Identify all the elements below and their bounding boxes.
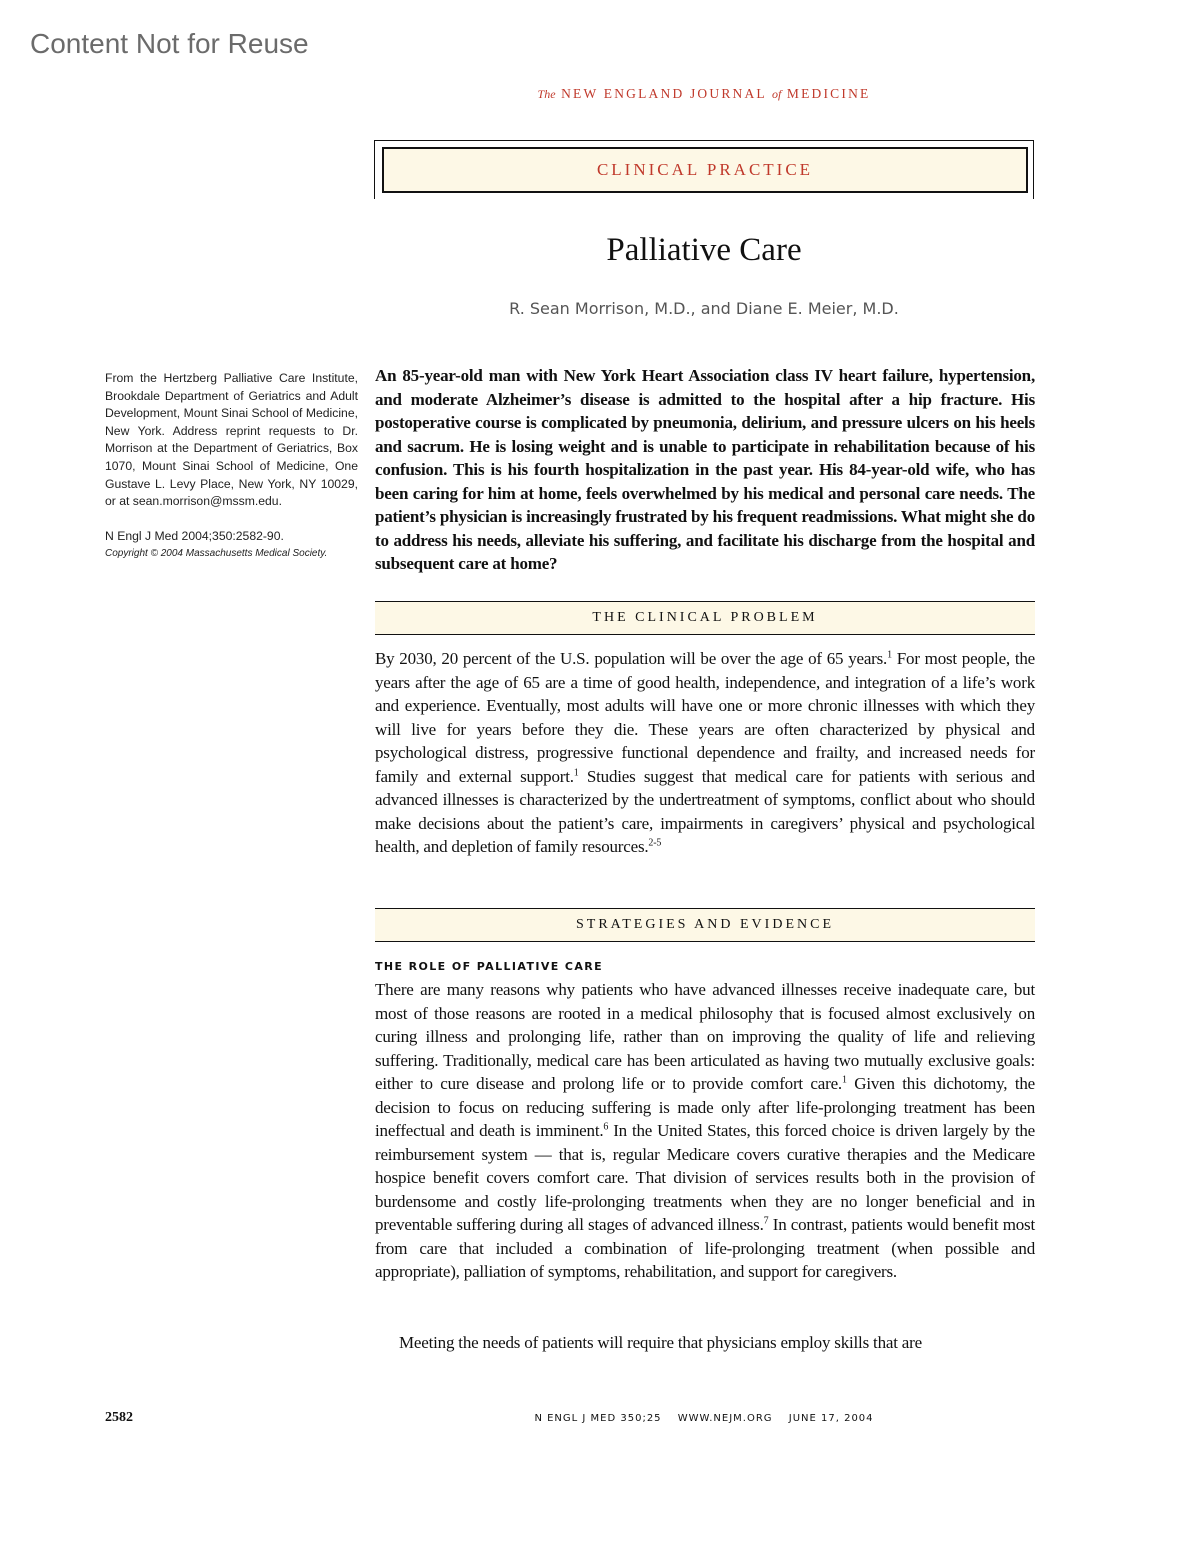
- clinical-problem-paragraph: [375, 647, 1035, 859]
- section-heading-text: THE CLINICAL PROBLEM: [592, 610, 818, 625]
- text-run: Studies suggest that medical care for patients with serious and advanced illnesses is characterized by the undertreatment of symptoms, conflict about who should make decisions about the patient’s care, impairments in caregivers’ physical and psychological health, and depletion of family resources.: [375, 766, 1035, 856]
- page-footer: [374, 1413, 1034, 1424]
- author-affiliation: From the Hertzberg Palliative Care Institute, Brookdale Department of Geriatrics and Adult Development, Mount Sinai School of Medicine, New York. Address reprint requests to Dr. Morrison at the Department of Geriatrics, Box 1070, Mount Sinai School of Medicine, One Gustave L. Levy Place, New York, NY 10029, or at sean.morrison@mssm.edu.: [105, 371, 358, 509]
- reference-marker: 1: [573, 766, 579, 778]
- article-authors: R. Sean Morrison, M.D., and Diane E. Meier, M.D.: [509, 299, 899, 318]
- section-heading-clinical-problem: [375, 601, 1035, 635]
- text-run: In the United States, this forced choice is driven largely by the reimbursement system — that is, regular Medicare covers curative therapies and the Medicare hospice benefit covers comfort care. That division of services results both in the provision of burdensome and costly life-prolonging treatments when they are no longer beneficial and in preventable suffering during all stages of advanced illness.: [375, 1121, 1035, 1234]
- text-run: Given this dichotomy, the decision to focus on reducing suffering is made only after life-prolonging treatment has been ineffectual and death is imminent.: [375, 1074, 1035, 1140]
- article-title: Palliative Care: [606, 232, 802, 268]
- page-number: 2582: [105, 1410, 133, 1425]
- sidebar: [105, 370, 358, 563]
- section-label: CLINICAL PRACTICE: [596, 160, 814, 179]
- watermark: Content Not for Reuse: [30, 28, 309, 59]
- reference-marker: 2-5: [648, 837, 662, 849]
- footer-website: WWW.NEJM.ORG: [677, 1413, 773, 1424]
- section-label-box: [382, 147, 1028, 193]
- section-heading-strategies: [375, 908, 1035, 942]
- journal-header-medicine: MEDICINE: [786, 86, 871, 101]
- journal-header: [480, 86, 928, 102]
- copyright-notice: Copyright © 2004 Massachusetts Medical Society.: [105, 548, 328, 560]
- reference-marker: 1: [841, 1074, 847, 1086]
- strategies-paragraph: [375, 978, 1035, 1284]
- text-run: There are many reasons why patients who have advanced illnesses receive inadequate care, but most of those reasons are rooted in a medical philosophy that is focused almost exclusively on curing illness and prolonging life, rather than on improving the quality of life and relieving suffering. Traditionally, medical care has been articulated as having two mutually exclusive goals: either to cure disease and prolong life or to provide comfort care.: [375, 980, 1035, 1093]
- reference-marker: 7: [763, 1215, 769, 1227]
- reference-marker: 1: [887, 649, 892, 661]
- footer-date: JUNE 17, 2004: [788, 1413, 874, 1424]
- text-run: For most people, the years after the age of 65 are a time of good health, independence, and integration of a life’s work and experience. Eventually, most adults will have one or more chronic illnesses with which they will live for years before they die. These years are often characterized by physical and psychological distress, progressive functional dependence and frailty, and increased needs for family and external support.: [375, 649, 1035, 786]
- text-run: In contrast, patients would benefit most from care that included a combination of life-prolonging treatment (when possible and appropriate), palliation of symptoms, rehabilitation, and support for caregivers.: [375, 1215, 1035, 1281]
- journal-citation: N Engl J Med 2004;350:2582-90.: [105, 528, 284, 543]
- reference-marker: 6: [603, 1121, 609, 1133]
- footer-journal: N ENGL J MED 350;25: [534, 1413, 662, 1424]
- journal-header-the: The: [537, 87, 556, 101]
- strategies-paragraph-continued: Meeting the needs of patients will require that physicians employ skills that are: [399, 1333, 922, 1352]
- case-vignette: An 85-year-old man with New York Heart Association class IV heart failure, hypertension, and moderate Alzheimer’s disease is admitted to the hospital after a hip fracture. His postoperative course is complicated by pneumonia, delirium, and pressure ulcers on his heels and sacrum. He is losing weight and is unable to participate in rehabilitation because of his confusion. This is his fourth hospitalization in the past year. His 84-year-old wife, who has been caring for him at home, feels overwhelmed by his medical and personal care needs. The patient’s physician is increasingly frustrated by his frequent readmissions. What might she do to address his needs, alleviate his suffering, and facilitate his discharge from the hospital and subsequent care at home?: [375, 366, 1035, 573]
- subsection-heading: THE ROLE OF PALLIATIVE CARE: [375, 960, 604, 973]
- journal-header-of: of: [771, 87, 782, 101]
- text-run: By 2030, 20 percent of the U.S. population will be over the age of 65 years.: [375, 649, 888, 668]
- section-heading-text: STRATEGIES AND EVIDENCE: [576, 917, 834, 932]
- journal-header-name: NEW ENGLAND JOURNAL: [561, 86, 767, 101]
